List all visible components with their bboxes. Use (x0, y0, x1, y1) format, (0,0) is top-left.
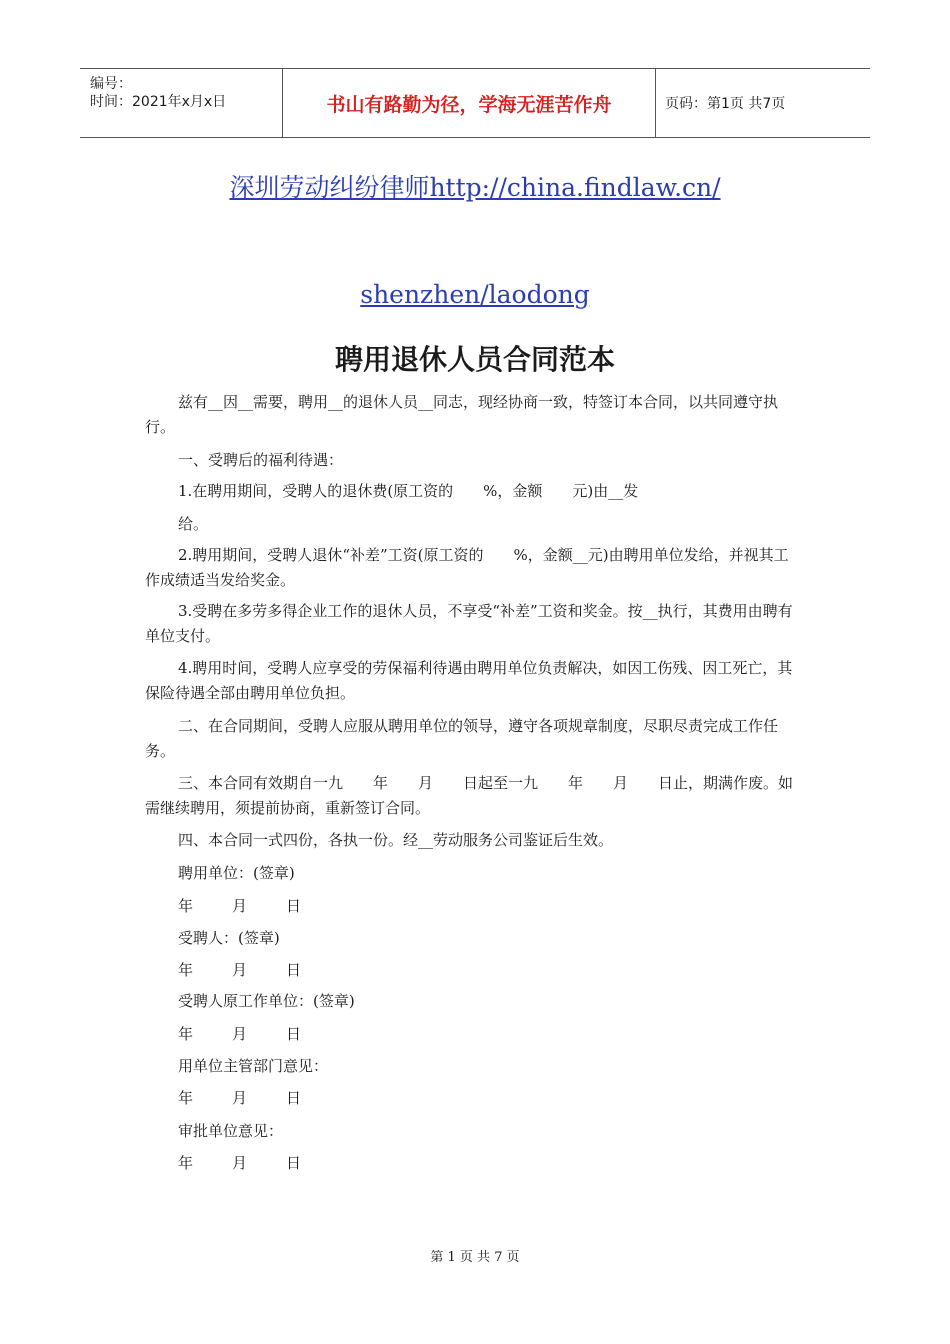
date-month: 月 (232, 1154, 248, 1172)
date-year: 年 (178, 1154, 194, 1172)
date-line (178, 1087, 340, 1108)
paragraph-item-1-cont: 给。 (178, 515, 209, 533)
date-year: 年 (178, 1089, 194, 1107)
link-line-2[interactable]: shenzhen/laodong (360, 280, 590, 309)
paragraph-item-2: 2.聘用期间，受聘人退休“补差”工资(原工资的 %，金额__元)由聘用单位发给，并视其工作成绩适当发给奖金。 (145, 546, 789, 589)
link-line-1[interactable]: 深圳劳动纠纷律师http://china.findlaw.cn/ (229, 173, 721, 202)
date-line (178, 895, 340, 916)
date-year: 年 (178, 1025, 194, 1043)
signature-department-opinion: 用单位主管部门意见： (178, 1057, 329, 1075)
paragraph-section-1: 一、受聘后的福利待遇： (178, 451, 344, 469)
date-month: 月 (232, 1089, 248, 1107)
signature-approval-opinion: 审批单位意见： (178, 1122, 284, 1140)
document-title: 聘用退休人员合同范本 (334, 343, 615, 376)
header-left-cell (80, 69, 282, 137)
paragraph-section-3: 三、本合同有效期自一九 年 月 日起至一九 年 月 日止，期满作废。如需继续聘用，须提前协商，重新签订合同。 (145, 774, 794, 817)
time-label: 时间：2021年x月x日 (90, 94, 227, 110)
date-day: 日 (286, 961, 302, 979)
date-line (178, 959, 340, 980)
page-footer: 第 1 页 共 7 页 (430, 1250, 520, 1265)
serial-label: 编号： (90, 76, 132, 92)
paragraph-item-4: 4.聘用时间，受聘人应享受的劳保福利待遇由聘用单位负责解决，如因工伤残、因工死亡，其保险待遇全部由聘用单位负担。 (145, 659, 793, 702)
paragraph-section-4: 四、本合同一式四份，各执一份。经__劳动服务公司鉴证后生效。 (178, 831, 614, 849)
date-day: 日 (286, 1025, 302, 1043)
date-day: 日 (286, 897, 302, 915)
date-month: 月 (232, 1025, 248, 1043)
header-motto: 书山有路勤为径，学海无涯苦作舟 (282, 69, 656, 137)
paragraph-item-1: 1.在聘用期间，受聘人的退休费(原工资的 %，金额 元)由__发 (178, 482, 639, 500)
date-line (178, 1152, 340, 1173)
signature-employee: 受聘人：(签章) (178, 929, 280, 947)
date-year: 年 (178, 961, 194, 979)
date-year: 年 (178, 897, 194, 915)
date-month: 月 (232, 961, 248, 979)
paragraph-intro: 兹有__因__需要，聘用__的退休人员__同志，现经协商一致，特签订本合同，以共同遵守执行。 (145, 393, 779, 436)
date-day: 日 (286, 1089, 302, 1107)
header-page-info: 页码：第1页 共7页 (665, 96, 786, 112)
date-month: 月 (232, 897, 248, 915)
signature-employer: 聘用单位：(签章) (178, 864, 295, 882)
paragraph-section-2: 二、在合同期间，受聘人应服从聘用单位的领导，遵守各项规章制度，尽职尽责完成工作任务。 (145, 717, 779, 760)
paragraph-item-3: 3.受聘在多劳多得企业工作的退休人员，不享受“补差”工资和奖金。按__执行，其费用由聘有单位支付。 (145, 602, 793, 645)
page-header (80, 68, 870, 138)
signature-original-employer: 受聘人原工作单位：(签章) (178, 992, 355, 1010)
date-line (178, 1023, 340, 1044)
date-day: 日 (286, 1154, 302, 1172)
